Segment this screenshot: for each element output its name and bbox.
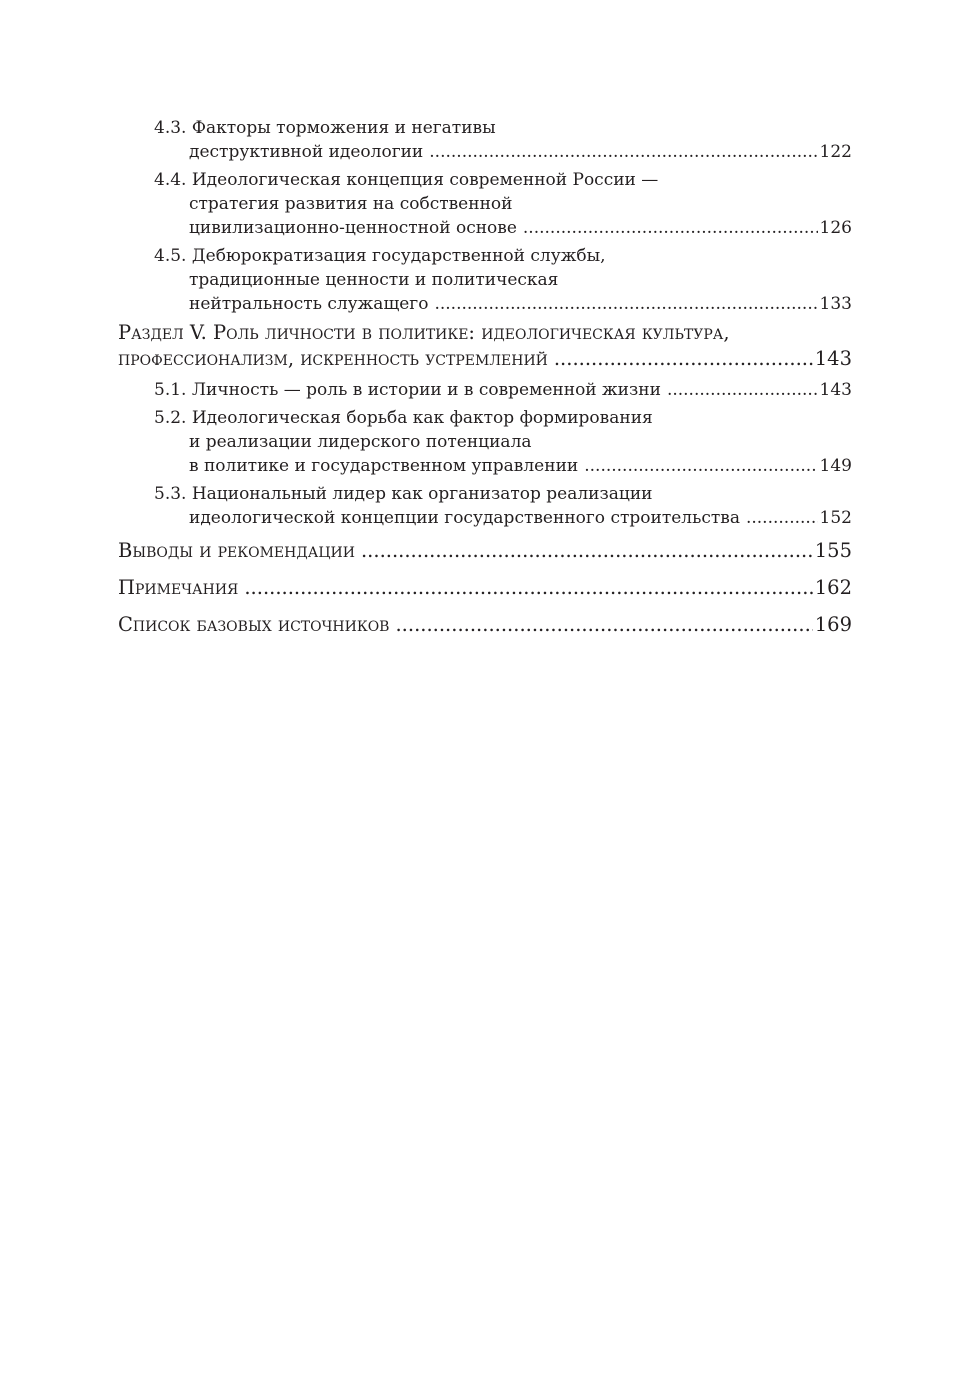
toc-entry-title-cont: деструктивной идеологии (189, 142, 424, 162)
toc-entry-leader-line (154, 140, 852, 164)
table-of-contents (118, 116, 852, 649)
toc-entry-title: 5.2. Идеологическая борьба как фактор формирования (154, 408, 653, 428)
dot-leader (554, 346, 813, 372)
toc-entry-conclusions[interactable] (118, 538, 852, 564)
toc-entry-5-2[interactable] (118, 406, 852, 478)
toc-entry-4-5[interactable] (118, 244, 852, 316)
toc-entry-title-cont: традиционные ценности и политическая (189, 270, 559, 290)
toc-entry-title-cont: нейтральность служащего (189, 294, 429, 314)
toc-entry-title-cont: цивилизационно-ценностной основе (189, 218, 517, 238)
toc-entry-leader-line (154, 506, 852, 530)
toc-entry-title-cont: стратегия развития на собственной (189, 194, 513, 214)
toc-entry-leader-line (154, 378, 852, 402)
dot-leader (395, 612, 812, 638)
toc-entry-title-cont: и реализации лидерского потенциала (189, 432, 532, 452)
toc-section-5[interactable] (118, 320, 852, 372)
toc-entry-title: 4.3. Факторы торможения и негативы (154, 118, 496, 138)
toc-entry-leader-line (118, 612, 852, 638)
toc-entry-leader-line (154, 216, 852, 240)
toc-entry-4-4[interactable] (118, 168, 852, 240)
section-title: Раздел V. Роль личности в политике: идеологическая культура, (118, 321, 730, 344)
toc-entry-title: 4.4. Идеологическая концепция современной России — (154, 170, 659, 190)
page-number: 155 (814, 539, 852, 562)
dot-leader (746, 506, 818, 530)
page-number: 133 (819, 294, 852, 314)
toc-entry-sources[interactable] (118, 612, 852, 638)
page-number: 143 (819, 380, 852, 400)
toc-entry-leader-line (118, 575, 852, 601)
page-number: 162 (814, 576, 852, 599)
toc-entry-title: 4.5. Дебюрократизация государственной службы, (154, 246, 606, 266)
dot-leader (429, 140, 817, 164)
dot-leader (244, 575, 812, 601)
toc-entry-title: Примечания (118, 576, 239, 599)
toc-entry-leader-line (154, 292, 852, 316)
dot-leader (361, 538, 813, 564)
toc-entry-title-cont: в политике и государственном управлении (189, 456, 579, 476)
toc-entry-leader-line (154, 454, 852, 478)
toc-entry-4-3[interactable] (118, 116, 852, 164)
toc-entry-5-1[interactable] (118, 378, 852, 402)
section-title-cont: профессионализм, искренность устремлений (118, 347, 548, 370)
page-number: 169 (814, 613, 852, 636)
toc-entry-title: 5.3. Национальный лидер как организатор реализации (154, 484, 653, 504)
dot-leader (434, 292, 817, 316)
page-number: 126 (819, 218, 852, 238)
toc-entry-title-cont: идеологической концепции государственного строительства (189, 508, 740, 528)
page-number: 122 (819, 142, 852, 162)
page-number: 152 (819, 508, 852, 528)
toc-entry-title: Выводы и рекомендации (118, 539, 355, 562)
toc-entry-title: Список базовых источников (118, 613, 390, 636)
dot-leader (523, 216, 818, 240)
toc-entry-leader-line (118, 346, 852, 372)
page-number: 149 (819, 456, 852, 476)
dot-leader (667, 378, 818, 402)
toc-entry-title: 5.1. Личность — роль в истории и в современной жизни (154, 380, 661, 400)
dot-leader (584, 454, 817, 478)
toc-entry-leader-line (118, 538, 852, 564)
page-number: 143 (814, 347, 852, 370)
toc-entry-5-3[interactable] (118, 482, 852, 530)
toc-entry-notes[interactable] (118, 575, 852, 601)
